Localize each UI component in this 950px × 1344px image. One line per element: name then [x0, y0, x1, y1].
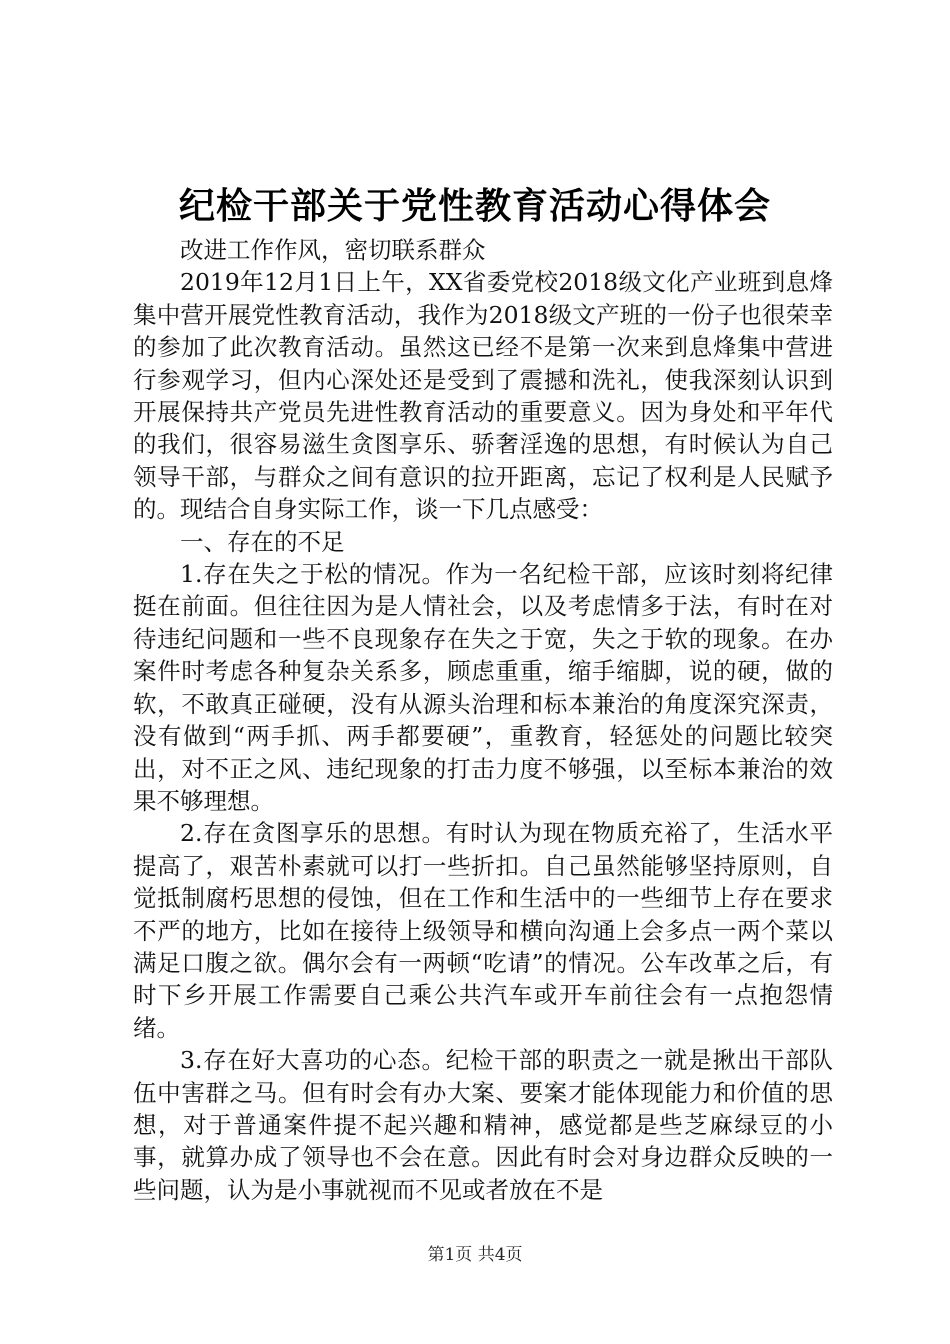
document-title: 纪检干部关于党性教育活动心得体会 [178, 186, 771, 227]
paragraph-point-1: 1.存在失之于松的情况。作为一名纪检干部，应该时刻将纪律挺在前面。但往往因为是人情社会，以及考虑情多于法，有时在对待违纪问题和一些不良现象存在失之于宽，失之于软的现象。在办案件时考虑各种复杂关系多，顾虑重重，缩手缩脚，说的硬，做的软，不敢真正碰硬，没有从源头治理和标本兼治的角度深究深责，没有做到“两手抓、两手都要硬”，重教育，轻惩处的问题比较突出，对不正之风、违纪现象的打击力度不够强，以至标本兼治的效果不够理想。 [133, 560, 833, 815]
document-body [133, 234, 833, 1206]
section-heading: 一、存在的不足 [180, 527, 345, 556]
paragraph-point-2: 2.存在贪图享乐的思想。有时认为现在物质充裕了，生活水平提高了，艰苦朴素就可以打一些折扣。自己虽然能够坚持原则，自觉抵制腐朽思想的侵蚀，但在工作和生活中的一些细节上存在要求不严的地方，比如在接待上级领导和横向沟通上会多点一两个菜以满足口腹之欲。偶尔会有一两顿“吃请”的情况。公车改革之后，有时下乡开展工作需要自己乘公共汽车或开车前往会有一点抱怨情绪。 [133, 819, 833, 1042]
page-footer: 第1页 共4页 [427, 1245, 523, 1265]
paragraph-point-3: 3.存在好大喜功的心态。纪检干部的职责之一就是揪出干部队伍中害群之马。但有时会有办大案、要案才能体现能力和价值的思想，对于普通案件提不起兴趣和精神，感觉都是些芝麻绿豆的小事，就算办成了领导也不会在意。因此有时会对身边群众反映的一些问题，认为是小事就视而不见或者放在不是 [133, 1046, 833, 1204]
paragraph-subtitle: 改进工作作风，密切联系群众 [180, 236, 486, 264]
paragraph-intro: 2019年12月1日上午，XX省委党校2018级文化产业班到息烽集中营开展党性教育活动，我作为2018级文产班的一份子也很荣幸的参加了此次教育活动。虽然这已经不是第一次来到息烽集中营进行参观学习，但内心深处还是受到了震撼和洗礼，使我深刻认识到开展保持共产党员先进性教育活动的重要意义。因为身处和平年代的我们，很容易滋生贪图享乐、骄奢淫逸的思想，有时候认为自己领导干部，与群众之间有意识的拉开距离，忘记了权利是人民赋予的。现结合自身实际工作，谈一下几点感受： [133, 268, 833, 524]
